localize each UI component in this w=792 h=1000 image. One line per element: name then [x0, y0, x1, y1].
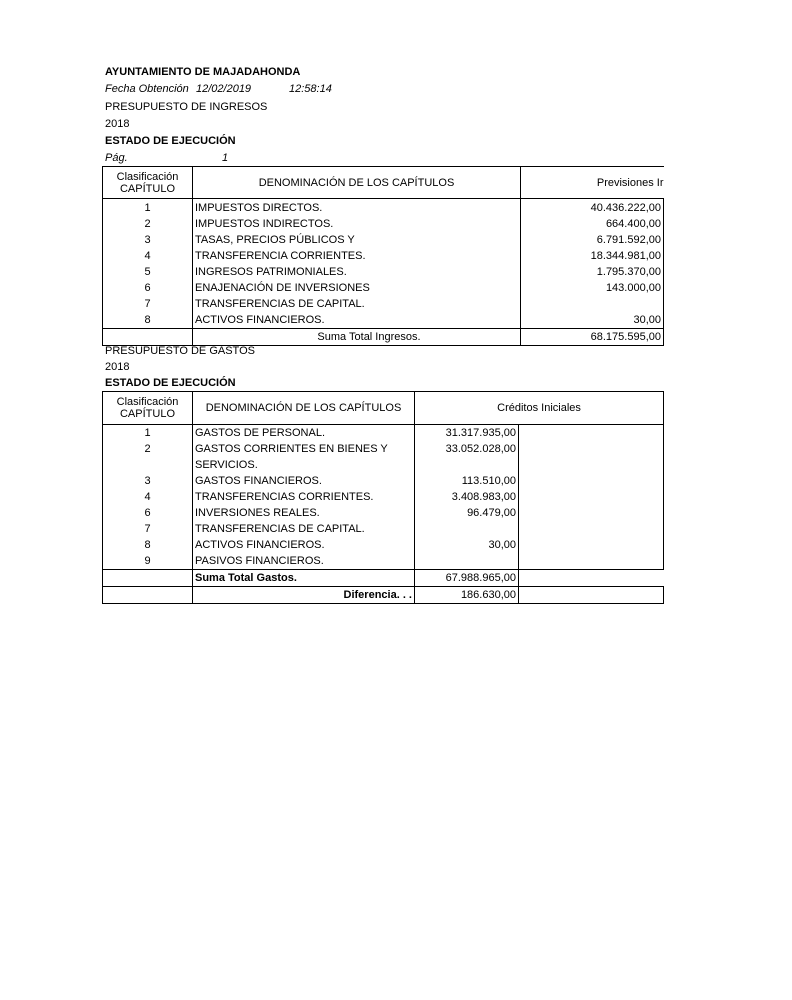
- gastos-row: [103, 425, 664, 442]
- fecha-value: 12/02/2019: [196, 83, 252, 95]
- gastos-row-cap: 2: [103, 441, 193, 473]
- gastos-col-cred: Créditos Iniciales: [415, 392, 664, 425]
- ingresos-row-cap: 2: [103, 216, 193, 232]
- gastos-row-name-line1: ACTIVOS FINANCIEROS.: [195, 539, 325, 551]
- ingresos-row-cap: 4: [103, 248, 193, 264]
- ingresos-title: PRESUPUESTO DE INGRESOS: [105, 101, 268, 113]
- gastos-row-cap: 4: [103, 489, 193, 505]
- gastos-row-value: 30,00: [415, 537, 519, 553]
- ingresos-col-clasif-line2: CAPÍTULO: [119, 182, 175, 195]
- ingresos-total-row: [103, 329, 664, 346]
- ingresos-row: [103, 216, 664, 232]
- ingresos-row: [103, 280, 664, 296]
- ingresos-total-label: Suma Total Ingresos.: [193, 329, 521, 346]
- gastos-diff-pad: [519, 587, 664, 604]
- ingresos-col-denom: DENOMINACIÓN DE LOS CAPÍTULOS: [193, 167, 521, 199]
- gastos-row-name: [193, 425, 415, 442]
- ingresos-row-name: TASAS, PRECIOS PÚBLICOS Y: [193, 232, 521, 248]
- gastos-row-name: [193, 505, 415, 521]
- gastos-total-row: [103, 570, 664, 587]
- gastos-year: 2018: [105, 361, 130, 373]
- gastos-row-cap: 8: [103, 537, 193, 553]
- gastos-row-name-line1: GASTOS DE PERSONAL.: [195, 427, 326, 439]
- ingresos-row: [103, 199, 664, 217]
- gastos-total-empty: [103, 570, 193, 587]
- gastos-title: PRESUPUESTO DE GASTOS: [105, 345, 255, 357]
- ingresos-row-cap: 5: [103, 264, 193, 280]
- gastos-row-pad: [519, 441, 664, 473]
- gastos-col-denom: DENOMINACIÓN DE LOS CAPÍTULOS: [193, 392, 415, 425]
- gastos-row-value: 31.317.935,00: [415, 425, 519, 442]
- ingresos-year: 2018: [105, 118, 130, 130]
- gastos-row-value: [415, 553, 519, 570]
- gastos-diff-value: 186.630,00: [415, 587, 519, 604]
- gastos-row-value: 33.052.028,00: [415, 441, 519, 473]
- gastos-table: [102, 391, 664, 604]
- ingresos-row-value: 6.791.592,00: [521, 232, 664, 248]
- ingresos-row-name: TRANSFERENCIAS DE CAPITAL.: [193, 296, 521, 312]
- gastos-row-name-line1: GASTOS FINANCIEROS.: [195, 475, 322, 487]
- gastos-row-name: [193, 521, 415, 537]
- gastos-row-value: 96.479,00: [415, 505, 519, 521]
- gastos-row-pad: [519, 553, 664, 570]
- gastos-row-name: [193, 441, 415, 473]
- gastos-diff-empty: [103, 587, 193, 604]
- gastos-row-name: [193, 473, 415, 489]
- ingresos-col-clasif-line1: Clasificación: [116, 170, 179, 183]
- gastos-row-cap: 6: [103, 505, 193, 521]
- pag-label: Pág.: [105, 152, 128, 164]
- gastos-row-name: [193, 537, 415, 553]
- gastos-row-pad: [519, 473, 664, 489]
- ingresos-row-name: ENAJENACIÓN DE INVERSIONES: [193, 280, 521, 296]
- ingresos-header-row: [103, 167, 664, 199]
- gastos-col-clasif-line1: Clasificación: [116, 396, 179, 408]
- gastos-row-name-line1: PASIVOS FINANCIEROS.: [195, 555, 324, 567]
- ingresos-row-value: 40.436.222,00: [521, 199, 664, 217]
- ingresos-total-value: 68.175.595,00: [521, 329, 664, 346]
- ingresos-col-clasif: [103, 167, 193, 199]
- gastos-estado: ESTADO DE EJECUCIÓN: [105, 377, 236, 389]
- ingresos-row-cap: 1: [103, 199, 193, 217]
- ingresos-row-value: 1.795.370,00: [521, 264, 664, 280]
- gastos-row: [103, 489, 664, 505]
- gastos-row-name-line1: TRANSFERENCIAS CORRIENTES.: [195, 491, 374, 503]
- ingresos-row-value: 18.344.981,00: [521, 248, 664, 264]
- gastos-row-cap: 3: [103, 473, 193, 489]
- gastos-total-pad: [519, 570, 664, 587]
- gastos-col-clasif: [103, 392, 193, 425]
- gastos-row-pad: [519, 489, 664, 505]
- gastos-total-value: 67.988.965,00: [415, 570, 519, 587]
- ingresos-estado: ESTADO DE EJECUCIÓN: [105, 135, 236, 147]
- gastos-row: [103, 441, 664, 473]
- gastos-row-pad: [519, 425, 664, 442]
- ingresos-row-value: [521, 296, 664, 312]
- gastos-row-name: [193, 489, 415, 505]
- ingresos-row: [103, 232, 664, 248]
- gastos-col-clasif-line2: CAPÍTULO: [119, 408, 175, 420]
- hora-value: 12:58:14: [289, 83, 332, 95]
- gastos-row-cap: 1: [103, 425, 193, 442]
- gastos-row-pad: [519, 521, 664, 537]
- gastos-row: [103, 521, 664, 537]
- gastos-row: [103, 505, 664, 521]
- ingresos-row: [103, 312, 664, 329]
- gastos-row-name-line1: GASTOS CORRIENTES EN BIENES Y: [195, 443, 388, 455]
- ingresos-row: [103, 296, 664, 312]
- gastos-diff-label: Diferencia. . .: [193, 587, 415, 604]
- gastos-row-value: 3.408.983,00: [415, 489, 519, 505]
- gastos-header-row: [103, 392, 664, 425]
- ingresos-row-cap: 7: [103, 296, 193, 312]
- gastos-total-label: Suma Total Gastos.: [193, 570, 415, 587]
- gastos-row: [103, 473, 664, 489]
- gastos-row-name-line1: INVERSIONES REALES.: [195, 507, 320, 519]
- gastos-row-name: [193, 553, 415, 570]
- gastos-row-value: 113.510,00: [415, 473, 519, 489]
- gastos-row-pad: [519, 505, 664, 521]
- ingresos-row-name: INGRESOS PATRIMONIALES.: [193, 264, 521, 280]
- fecha-label: Fecha Obtención: [105, 83, 189, 95]
- gastos-diff-row: [103, 587, 664, 604]
- gastos-row-name-line2: SERVICIOS.: [195, 459, 258, 471]
- ingresos-row: [103, 264, 664, 280]
- ingresos-row-name: IMPUESTOS DIRECTOS.: [193, 199, 521, 217]
- ingresos-row-value: 664.400,00: [521, 216, 664, 232]
- gastos-row-pad: [519, 537, 664, 553]
- gastos-row-value: [415, 521, 519, 537]
- gastos-row-cap: 7: [103, 521, 193, 537]
- gastos-row-name-line1: TRANSFERENCIAS DE CAPITAL.: [195, 523, 365, 535]
- ingresos-table: [102, 166, 664, 346]
- ingresos-row: [103, 248, 664, 264]
- ingresos-row-cap: 3: [103, 232, 193, 248]
- ingresos-row-cap: 8: [103, 312, 193, 329]
- ingresos-row-value: 143.000,00: [521, 280, 664, 296]
- pag-value: 1: [222, 152, 229, 164]
- gastos-row: [103, 553, 664, 570]
- gastos-row-cap: 9: [103, 553, 193, 570]
- ingresos-col-prev: Previsiones Ir: [521, 167, 664, 199]
- ingresos-total-empty: [103, 329, 193, 346]
- ingresos-row-value: 30,00: [521, 312, 664, 329]
- ingresos-row-name: TRANSFERENCIA CORRIENTES.: [193, 248, 521, 264]
- ingresos-row-cap: 6: [103, 280, 193, 296]
- ingresos-row-name: ACTIVOS FINANCIEROS.: [193, 312, 521, 329]
- org-name: AYUNTAMIENTO DE MAJADAHONDA: [105, 66, 301, 78]
- ingresos-row-name: IMPUESTOS INDIRECTOS.: [193, 216, 521, 232]
- gastos-row: [103, 537, 664, 553]
